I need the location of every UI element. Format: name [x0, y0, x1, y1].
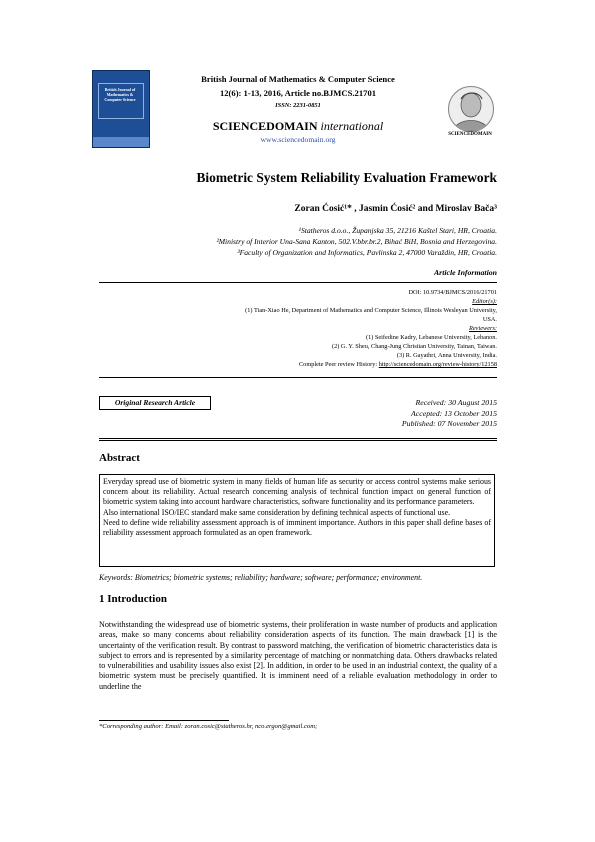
logo-text: SCIENCEDOMAIN — [448, 132, 492, 137]
affiliations — [100, 225, 497, 258]
publisher-name — [150, 119, 446, 134]
affiliation-1: ¹Statheros d.o.o., Županjska 35, 21216 Kaštel Stari, HR, Croatia. — [298, 226, 497, 235]
journal-name: British Journal of Mathematics & Computer Science — [201, 74, 395, 84]
cover-title: British Journal of Mathematics & Computer Science — [104, 87, 136, 102]
dates-rule-2 — [99, 440, 497, 441]
abstract-paragraph-2: Also international ISO/IEC standard make same consideration by defining technical aspects of functional use. — [103, 507, 451, 517]
reviewer-2: (2) G. Y. Sheu, Chang-Jung Christian University, Tainan, Taiwan. — [332, 343, 497, 350]
journal-volume: 12(6): 1-13, 2016, Article no.BJMCS.21701 — [219, 88, 377, 98]
publisher-website[interactable]: www.sciencedomain.org — [260, 135, 336, 144]
date-accepted: Accepted: 13 October 2015 — [411, 408, 497, 418]
date-published: Published: 07 November 2015 — [401, 419, 497, 428]
footnote: *Corresponding author: Email: zoran.cosic@statheros.hr, nco.ergon@gmail.com; — [99, 723, 318, 730]
article-dates — [300, 398, 497, 430]
editor-1: (1) Tian-Xiao He, Department of Mathematics and Computer Science, Illinois Wesleyan University, — [245, 307, 497, 314]
editor-1-country: USA. — [482, 316, 497, 323]
date-received: Received: 30 August 2015 — [415, 398, 497, 407]
review-history-label: Complete Peer review History: — [298, 361, 379, 368]
affiliation-2: ²Ministry of Interior Una-Sana Kanton, 502.V.bbr.br.2, Bihać BiH, Bosnia and Herzegovina. — [216, 237, 497, 246]
review-history-link[interactable]: http://sciencedomain.org/review-history/12158 — [378, 361, 497, 368]
paper-title: Biometric System Reliability Evaluation Framework — [196, 170, 497, 185]
publisher-italic: international — [320, 119, 384, 133]
paper-authors: Zoran Ćosić¹* , Jasmin Ćosić² and Miroslav Bača³ — [294, 204, 497, 214]
review-history — [100, 360, 497, 369]
abstract-paragraph-3: Need to define wide reliability assessment approach is of imminent importance. Authors in this paper shall define bases of reliability assessment approach formulated as an open framework. — [103, 517, 491, 538]
article-info-bottom-rule — [99, 377, 497, 378]
dates-rule — [99, 438, 497, 439]
reviewer-3: (3) R. Gayathri, Anna University, India. — [396, 352, 497, 359]
keywords: Keywords: Biometrics; biometric systems; reliability; hardware; software; performance; environment. — [99, 573, 423, 582]
sciencedomain-logo — [446, 86, 494, 142]
abstract-heading: Abstract — [99, 452, 140, 464]
abstract-box — [99, 474, 495, 567]
section-body: Notwithstanding the widespread use of biometric systems, their proliferation in waste number of products and application areas, make so many concerns about reliability consideration aspects of its function. The main drawback [1] is the uncertainty of the verification result. By contrast to password matching, the verification of biometric characteristics data is subject to errors and is represented by a similarity percentage of matching or nonmatching data. Others drawbacks related to vulnerabilities and usability issues also exist [2]. In addition, in order to be used in an industrial context, the quality of a biometric system must be precisely quantified. It is imminent need of a reliable evaluation methodology in order to underline the — [99, 620, 497, 691]
section-heading: 1 Introduction — [99, 593, 167, 605]
article-info-block — [100, 288, 497, 369]
article-type: Original Research Article — [114, 398, 196, 407]
article-info-heading: Article Information — [433, 268, 497, 277]
reviewer-1: (1) Seifedine Kadry, Lebanese University, Lebanon. — [365, 334, 497, 341]
footnote-rule — [99, 720, 229, 721]
journal-cover-image — [92, 70, 150, 148]
editors-label: Editor(s): — [472, 298, 497, 305]
publisher-bold: SCIENCEDOMAIN — [212, 119, 318, 133]
article-type-box — [99, 396, 211, 410]
reviewers-label: Reviewers: — [469, 325, 497, 332]
cover-strip — [93, 137, 149, 147]
abstract-paragraph-1: Everyday spread use of biometric system in many fields of human life as security or access control systems make serious concern about its reliability. Actual research concerning analysis of technical function impact on general function of biometric system taking into account hardware characteristics, software functionality and its performance parameters. — [103, 477, 491, 507]
logo-portrait-icon — [448, 86, 494, 132]
journal-issn: ISSN: 2231-0851 — [275, 102, 321, 109]
doi: DOI: 10.9734/BJMCS/2016/21701 — [408, 289, 497, 296]
article-info-rule — [99, 282, 497, 283]
affiliation-3: ³Faculty of Organization and Informatics, Pavlinska 2, 47000 Varaždin, HR, Croatia. — [237, 248, 497, 257]
